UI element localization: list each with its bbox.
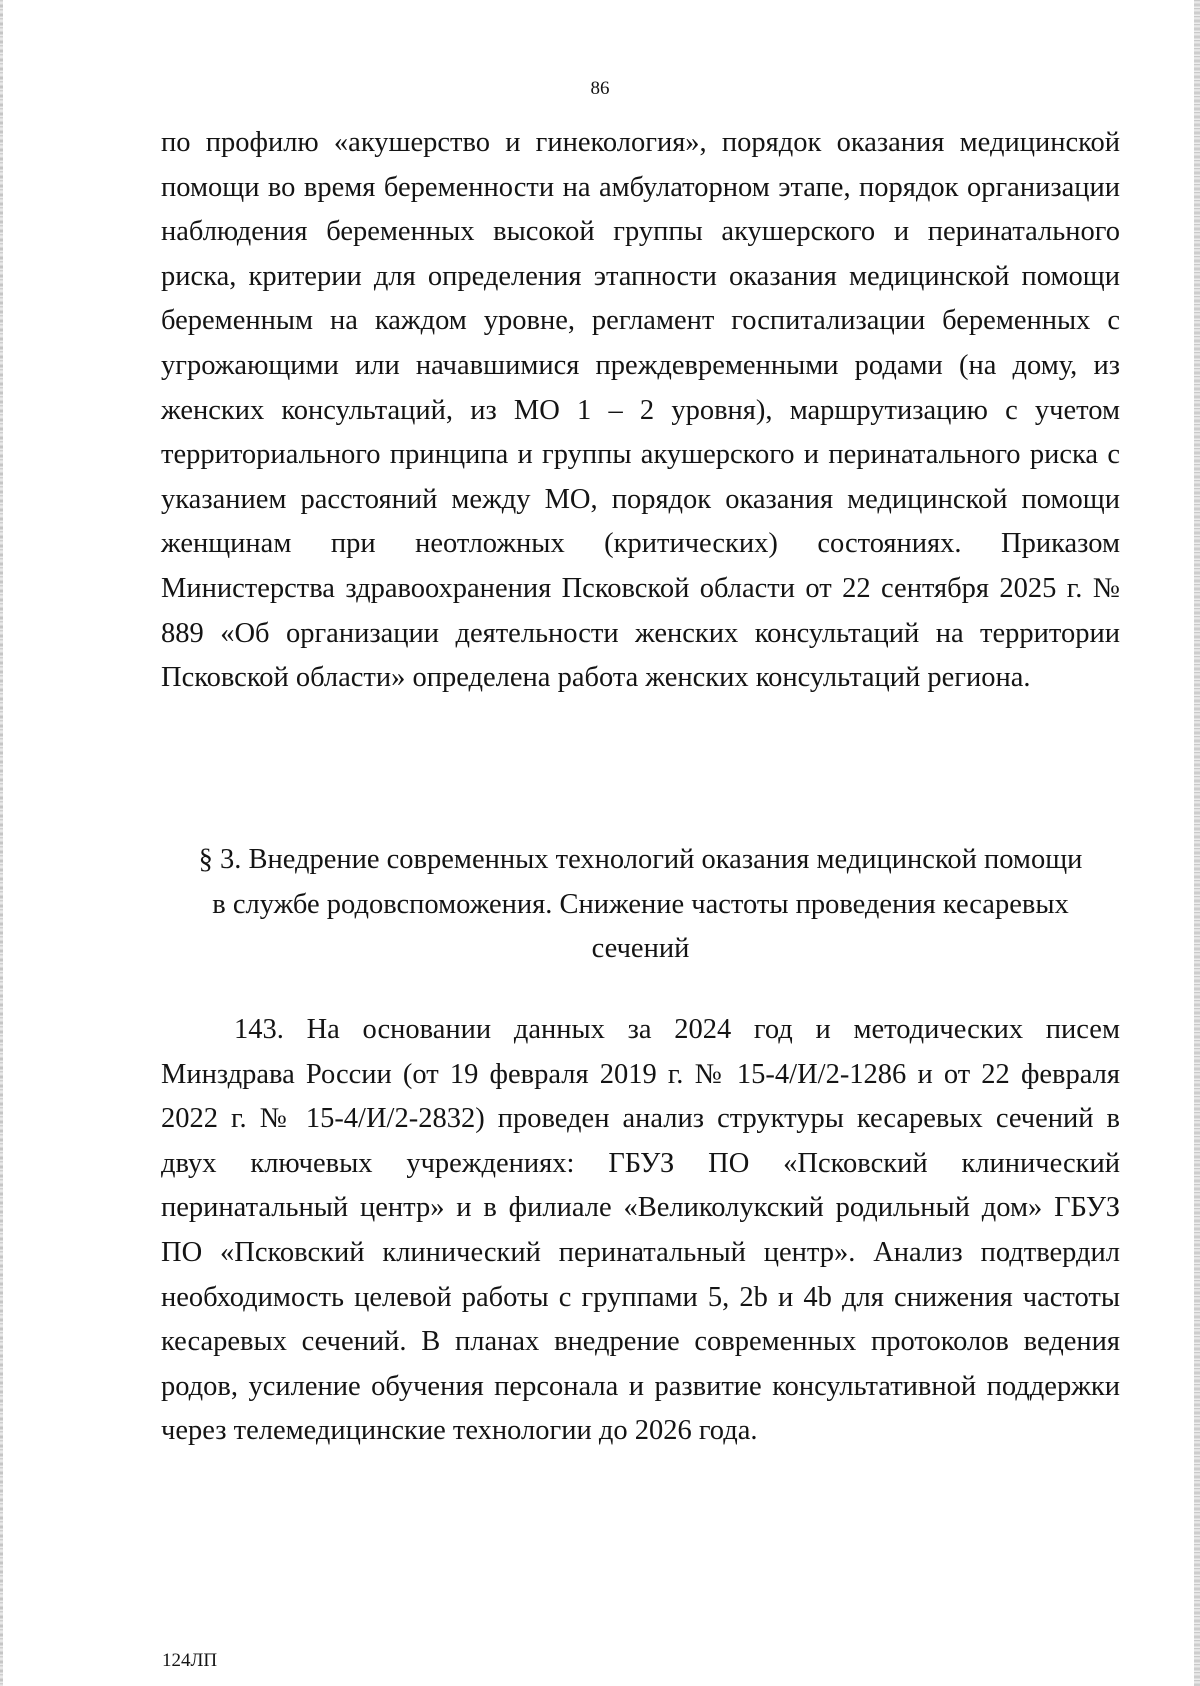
scan-edge-right xyxy=(1194,0,1200,1686)
footer-document-code: 124ЛП xyxy=(162,1650,218,1671)
item-143-paragraph: 143. На основании данных за 2024 год и методических писем Минздрава России (от 19 февраля 2019 г. № 15-4/И/2-1286 и от 22 февраля 2022 г. № 15-4/И/2-2832) проведен анализ структуры кесаревых сечений в двух ключевых учреждениях: ГБУЗ ПО «Псковский клинический перинатальный центр» и в филиале «Великолукский родильный дом» ГБУЗ ПО «Псковский клинический перинатальный центр». Анализ подтвердил необходимость целевой работы с группами 5, 2b и 4b для снижения частоты кесаревых сечений. В планах внедрение современных протоколов ведения родов, усиление обучения персонала и развитие консультативной поддержки через телемедицинские технологии до 2026 года. xyxy=(161,1014,1120,1447)
scan-edge-left xyxy=(0,0,3,1686)
section-heading xyxy=(150,838,1131,972)
continued-paragraph: по профилю «акушерство и гинекология», порядок оказания медицинской помощи во время беременности на амбулаторном этапе, порядок организации наблюдения беременных высокой группы акушерского и перинатального риска, критерии для определения этапности оказания медицинской помощи беременным на каждом уровне, регламент госпитализации беременных с угрожающими или начавшимися преждевременными родами (на дому, из женских консультаций, из МО 1 – 2 уровня), маршрутизацию с учетом территориального принципа и группы акушерского и перинатального риска с указанием расстояний между МО, порядок оказания медицинской помощи женщинам при неотложных (критических) состояниях. Приказом Министерства здравоохранения Псковской области от 22 сентября 2025 г. № 889 «Об организации деятельности женских консультаций на территории Псковской области» определена работа женских консультаций региона. xyxy=(161,127,1120,694)
section-heading-line-2: в службе родовспоможения. Снижение частоты проведения кесаревых xyxy=(212,888,1069,920)
section-heading-line-3: сечений xyxy=(591,933,690,965)
continued-paragraph-block xyxy=(161,121,1120,701)
section-heading-line-1: § 3. Внедрение современных технологий оказания медицинской помощи xyxy=(198,844,1083,875)
item-143-block xyxy=(161,1008,1120,1454)
page-number: 86 xyxy=(590,78,610,99)
